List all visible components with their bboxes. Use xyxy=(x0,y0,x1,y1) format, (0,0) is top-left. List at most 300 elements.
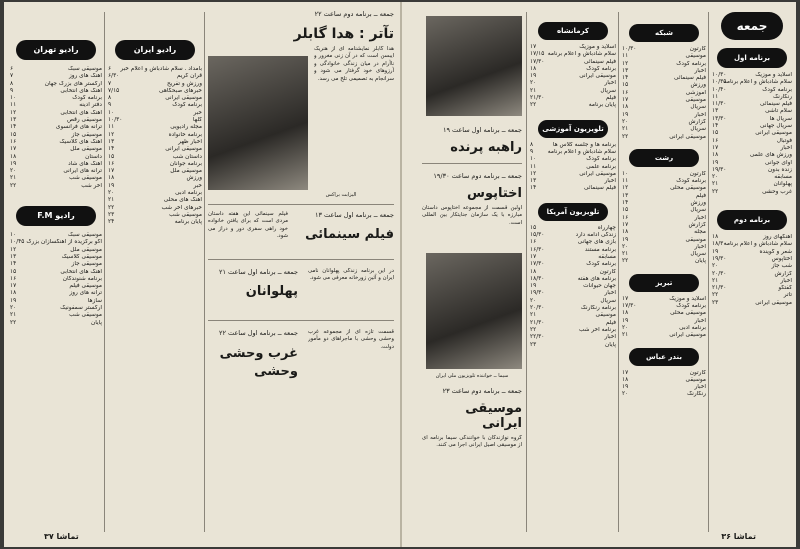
schedule-program: موسیقی محلی xyxy=(670,310,706,317)
schedule-time: ۲۱ xyxy=(10,175,17,182)
schedule-time: ۱۱/۳۰ xyxy=(712,101,727,108)
schedule-time: ۱۸ xyxy=(108,175,115,182)
schedule-program: گزارش xyxy=(774,270,792,277)
nun-photo xyxy=(426,16,522,116)
west-header: جمعه ــ برنامه اول ساعت ۲۲ xyxy=(218,329,298,337)
schedule-program: دفتر آدینه xyxy=(79,102,102,109)
schedule-program: آهنگ های شاد xyxy=(68,160,102,167)
program2-schedule xyxy=(712,234,792,307)
schedule-row xyxy=(108,146,202,153)
theater-title: تآتر : هدا گابلر xyxy=(293,26,394,42)
schedule-program: موسیقی ملل xyxy=(70,246,102,253)
schedule-time: ۱۳ xyxy=(10,117,17,124)
schedule-time: ۱۷/۱۵ xyxy=(530,51,545,58)
schedule-time: ۱۸ xyxy=(530,65,537,72)
schedule-time: ۸ xyxy=(10,80,14,87)
schedule-row xyxy=(622,82,706,89)
schedule-program: چهارراه xyxy=(597,224,616,231)
music-title: موسیقی ایرانی xyxy=(465,401,522,431)
schedule-time: ۱۹/۳۰ xyxy=(530,290,545,297)
schedule-program: سلام شادباش و اعلام برنامه xyxy=(723,79,792,86)
schedule-program: تآتر xyxy=(783,292,792,299)
schedule-row xyxy=(622,68,706,75)
schedule-row xyxy=(10,154,102,161)
pahlavan-header: جمعه ــ برنامه اول ساعت ۲۱ xyxy=(218,268,298,276)
schedule-time: ۲۰/۳۰ xyxy=(712,270,727,277)
schedule-row xyxy=(10,320,102,327)
bandar-schedule xyxy=(622,370,706,399)
column-rule xyxy=(708,12,709,532)
left-page xyxy=(4,2,400,547)
schedule-program: بامداد . سلام شادباش و اعلام خبر xyxy=(120,66,202,72)
schedule-time: ۱۷ xyxy=(622,295,629,302)
radio-fm-schedule xyxy=(10,232,102,327)
schedule-time: ۱۱ xyxy=(622,178,629,185)
schedule-row xyxy=(622,296,706,303)
schedule-program: موسیقی ایرانی xyxy=(669,332,706,339)
schedule-row xyxy=(530,254,616,261)
schedule-row xyxy=(622,171,706,178)
schedule-row xyxy=(622,222,706,229)
schedule-time: ۲۰ xyxy=(622,391,629,398)
schedule-time: ۲۰ xyxy=(712,174,719,181)
music-header: جمعه ــ برنامه دوم ساعت ۲۳ xyxy=(442,387,522,395)
schedule-program: اخبار xyxy=(604,178,616,185)
schedule-program: اسلاید و موزیک xyxy=(669,295,706,302)
schedule-row xyxy=(530,276,616,283)
schedule-row xyxy=(108,212,202,219)
schedule-program: سلام شادباش و اعلام برنامه xyxy=(547,148,616,155)
schedule-row xyxy=(712,241,792,248)
schedule-time: ۱۵ xyxy=(622,207,629,214)
schedule-row xyxy=(712,87,792,94)
schedule-program: ورزش و تفریح xyxy=(166,80,202,87)
schedule-time: ۱۵ xyxy=(712,130,719,137)
radio-tehran-column xyxy=(10,10,102,327)
singer-photo xyxy=(426,253,522,369)
schedule-program: موسیقی ملل xyxy=(170,168,202,175)
schedule-program: سریال xyxy=(690,251,706,258)
schedule-program: شعر و گوینده xyxy=(759,248,792,255)
schedule-time: ۱۸ xyxy=(10,153,17,160)
schedule-time: ۱۰ xyxy=(10,95,17,102)
schedule-program: جهان حیوانات xyxy=(583,283,616,290)
schedule-row xyxy=(622,332,706,339)
schedule-program: فیلم xyxy=(695,192,706,199)
schedule-time: ۲۴ xyxy=(108,219,115,226)
schedule-time: ۱۰ xyxy=(10,232,17,239)
schedule-row xyxy=(108,175,202,182)
schedule-program: اخبار ظهر xyxy=(178,138,202,145)
schedule-time: ۱۵ xyxy=(108,153,115,160)
schedule-time: ۱۳ xyxy=(10,253,17,260)
schedule-time: ۱۹ xyxy=(622,317,629,324)
schedule-time: ۱۷ xyxy=(712,144,719,151)
schedule-row xyxy=(712,278,792,285)
schedule-program: سلام تاشی xyxy=(765,108,792,115)
schedule-row xyxy=(622,112,706,119)
schedule-time: ۱۴ xyxy=(622,200,629,207)
schedule-program: موسیقی سبک xyxy=(67,66,102,72)
schedule-time: ۶ xyxy=(108,66,112,72)
schedule-row xyxy=(712,116,792,123)
schedule-program: پایان برنامه xyxy=(588,102,616,109)
schedule-row xyxy=(10,175,102,182)
schedule-program: خبر xyxy=(193,109,202,116)
schedule-program: موسیقی ایرانی xyxy=(579,170,616,177)
schedule-row xyxy=(622,391,706,398)
schedule-row xyxy=(712,167,792,174)
schedule-time: ۱۸ xyxy=(530,268,537,275)
section-rule xyxy=(208,259,394,260)
network-title: شبکه xyxy=(629,24,699,42)
schedule-row xyxy=(622,97,706,104)
schedule-row xyxy=(530,320,616,327)
schedule-time: ۱۴ xyxy=(622,75,629,82)
schedule-program: برنامه کودک xyxy=(172,102,202,109)
schedule-time: ۱۸ xyxy=(622,229,629,236)
schedule-time: ۱۷ xyxy=(622,97,629,104)
schedule-program: موسیقی ایرانی xyxy=(579,73,616,80)
schedule-row xyxy=(622,178,706,185)
schedule-time: ۱۱ xyxy=(712,93,719,100)
schedule-row xyxy=(10,305,102,312)
regional-column-a xyxy=(530,10,616,349)
schedule-program: خبرهای آخر شب xyxy=(161,204,202,211)
schedule-row xyxy=(108,124,202,131)
schedule-program: برنامه کودک xyxy=(586,261,616,268)
schedule-program: موسیقی xyxy=(595,312,616,319)
schedule-time: ۱۵ xyxy=(622,82,629,89)
schedule-time: ۱۸/۳۰ xyxy=(530,275,545,282)
schedule-time: ۱۶/۳۰ xyxy=(530,246,545,253)
schedule-program: خبر xyxy=(193,182,202,189)
schedule-program: کارتون xyxy=(599,268,616,275)
schedule-program: سریال xyxy=(690,126,706,133)
schedule-row xyxy=(10,269,102,276)
schedule-time: ۱۷/۳۰ xyxy=(530,261,545,268)
schedule-program: آهنگ های انتخابی xyxy=(60,87,102,94)
schedule-time: ۱۷ xyxy=(530,44,537,50)
schedule-program: آموزشی xyxy=(685,89,706,96)
schedule-program: پایان xyxy=(90,319,102,326)
schedule-program: کارتون xyxy=(689,369,706,376)
schedule-time: ۱۸ xyxy=(10,290,17,297)
schedule-row xyxy=(10,110,102,117)
schedule-row xyxy=(712,300,792,307)
schedule-program: سریال xyxy=(600,87,616,94)
pahlavan-text: در این برنامه زندگی پهلوانان نامی ایران و آئین زورخانه معرفی می شود. xyxy=(308,268,394,282)
schedule-row xyxy=(712,174,792,181)
schedule-time: ۱۲ xyxy=(622,185,629,192)
schedule-time: ۲۱ xyxy=(530,87,537,94)
schedule-program: پایان xyxy=(694,258,706,265)
theater-block xyxy=(208,46,394,192)
schedule-program: آهنگ های انتخابی xyxy=(60,268,102,275)
schedule-row xyxy=(622,90,706,97)
schedule-program: بازی های جهانی xyxy=(577,239,616,246)
schedule-time: ۸ xyxy=(530,141,534,148)
schedule-program: مسابقه xyxy=(774,174,792,181)
schedule-row xyxy=(712,130,792,137)
schedule-program: موسیقی شب xyxy=(169,211,202,218)
pahlavan-title: پهلوانان xyxy=(245,284,298,299)
schedule-row xyxy=(108,88,202,95)
schedule-row xyxy=(622,318,706,325)
column-rule xyxy=(204,12,205,532)
schedule-row xyxy=(10,290,102,297)
educational-schedule xyxy=(530,142,616,193)
schedule-time: ۷/۱۵ xyxy=(108,87,120,94)
schedule-program: برنامه های هفته xyxy=(577,275,616,282)
schedule-program: آهنگهای روز xyxy=(763,234,792,241)
schedule-time: ۱۴ xyxy=(10,124,17,131)
schedule-row xyxy=(10,298,102,305)
schedule-row xyxy=(530,239,616,246)
schedule-program: خبرهای صبحگاهی xyxy=(158,87,202,94)
schedule-row xyxy=(712,263,792,270)
schedule-program: فیلم سینمائی xyxy=(583,58,616,65)
schedule-row xyxy=(108,168,202,175)
magazine-spread xyxy=(4,2,796,547)
photo-caption: الیزابت براکس xyxy=(325,192,357,198)
schedule-time: ۱۶ xyxy=(108,160,115,167)
schedule-row xyxy=(10,276,102,283)
schedule-time: ۲۲ xyxy=(712,188,719,195)
schedule-program: سریال xyxy=(690,104,706,111)
schedule-row xyxy=(712,94,792,101)
schedule-program: برنامه علمی xyxy=(586,163,616,170)
schedule-row xyxy=(10,239,102,246)
schedule-time: ۱۶ xyxy=(10,138,17,145)
schedule-time: ۲۱/۳۰ xyxy=(712,285,727,292)
schedule-time: ۲۱ xyxy=(712,181,719,188)
schedule-time: ۷ xyxy=(108,80,112,87)
schedule-time: ۱۹ xyxy=(622,111,629,118)
actress-photo xyxy=(208,56,308,190)
section-rule xyxy=(422,163,522,164)
schedule-program: سلام شادباش و اعلام برنامه xyxy=(723,241,792,248)
schedule-time: ۱۲ xyxy=(10,109,17,116)
schedule-time: ۱۷/۳۰ xyxy=(622,303,637,310)
schedule-row xyxy=(712,234,792,241)
film-header: جمعه ــ برنامه اول ساعت ۱۳ xyxy=(314,211,394,219)
schedule-time: ۱۹ xyxy=(622,384,629,391)
schedule-row xyxy=(622,126,706,133)
schedule-program: موسیقی جاز xyxy=(71,261,102,268)
schedule-program: زندگی ادامه دارد xyxy=(575,232,616,239)
schedule-program: داستان xyxy=(85,153,102,160)
schedule-row xyxy=(530,283,616,290)
schedule-row xyxy=(622,104,706,111)
west-text: قسمت تازه ای از مجموعه غرب وحشی وحشی با ماجراهای دو مأمور دولت. xyxy=(308,329,394,350)
theater-text: هدا گابلر نمایشنامه ای از هنریک ایبسن است که در آن زنی مغرور و ناآرام در میان زندگی خانوادگی و آرزوهای خود گرفتار می شود و سرانجام به تصمیمی تلخ می رسد. xyxy=(314,46,394,82)
schedule-time: ۱۷/۳۰ xyxy=(530,58,545,65)
schedule-row xyxy=(10,283,102,290)
schedule-time: ۲۱ xyxy=(108,197,115,204)
schedule-program: موسیقی xyxy=(685,376,706,383)
schedule-time: ۱۷ xyxy=(622,221,629,228)
schedule-row xyxy=(10,139,102,146)
schedule-program: موسیقی کلاسیک xyxy=(61,253,102,260)
schedule-time: ۱۱ xyxy=(10,102,17,109)
schedule-time: ۱۸ xyxy=(622,310,629,317)
schedule-time: ۲۲ xyxy=(530,102,537,109)
schedule-row xyxy=(622,193,706,200)
schedule-program: اسلاید و موزیک xyxy=(579,44,616,50)
schedule-time: ۱۳ xyxy=(622,192,629,199)
schedule-time: ۲۲ xyxy=(10,182,17,189)
schedule-program: اخبار xyxy=(604,80,616,87)
schedule-row xyxy=(108,205,202,212)
schedule-time: ۱۷ xyxy=(108,168,115,175)
schedule-program: گفتگو xyxy=(778,285,792,292)
schedule-row xyxy=(530,305,616,312)
schedule-time: ۱۳ xyxy=(712,108,719,115)
schedule-time: ۲۰ xyxy=(108,190,115,197)
schedule-time: ۱۲ xyxy=(622,60,629,67)
schedule-time: ۱۰/۴۵ xyxy=(10,239,25,246)
schedule-row xyxy=(530,298,616,305)
educational-title: تلویزیون آموزشی xyxy=(538,120,608,138)
schedule-program: برنامه جوانان xyxy=(169,160,202,167)
schedule-program: پایان xyxy=(604,341,616,348)
schedule-program: اخبار xyxy=(694,317,706,324)
schedule-program: شب جاز xyxy=(771,263,792,270)
radio-iran-column xyxy=(108,10,202,227)
schedule-time: ۲۲/۳۰ xyxy=(530,334,545,341)
schedule-row xyxy=(712,72,792,79)
schedule-program: سریال xyxy=(690,207,706,214)
schedule-time: ۱۹/۳۰ xyxy=(712,255,727,262)
schedule-program: پایان برنامه xyxy=(174,219,202,226)
schedule-time: ۱۲ xyxy=(10,246,17,253)
schedule-program: موسیقی ایرانی xyxy=(165,95,202,102)
schedule-time: ۱۹ xyxy=(622,236,629,243)
schedule-program: موسیقی ایرانی xyxy=(669,133,706,140)
schedule-time: ۲۱ xyxy=(622,332,629,339)
schedule-time: ۱۰/۳۰ xyxy=(622,46,637,52)
schedule-program: موسیقی محلی xyxy=(670,185,706,192)
schedule-program: مجله xyxy=(694,229,706,236)
schedule-row xyxy=(622,370,706,377)
schedule-time: ۹ xyxy=(10,87,14,94)
column-rule xyxy=(104,12,105,532)
schedule-program: سریال ها xyxy=(769,115,792,122)
schedule-time: ۱۷ xyxy=(530,253,537,260)
schedule-time: ۲۱ xyxy=(712,277,719,284)
theater-header: جمعه ــ برنامه دوم ساعت ۲۲ xyxy=(314,10,394,18)
schedule-program: مسابقه xyxy=(598,253,616,260)
schedule-row xyxy=(712,138,792,145)
schedule-row xyxy=(530,164,616,171)
schedule-program: موسیقی xyxy=(685,97,706,104)
schedule-program: فیلم xyxy=(605,319,616,326)
schedule-time: ۲۰ xyxy=(10,305,17,312)
schedule-row xyxy=(108,66,202,73)
schedule-program: اسلاید و موزیک xyxy=(755,72,792,78)
schedule-time: ۲۰ xyxy=(622,243,629,250)
schedule-row xyxy=(108,95,202,102)
schedule-program: فیلم سینمائی xyxy=(673,75,706,82)
schedule-time: ۱۱ xyxy=(108,124,115,131)
schedule-time: ۱۰ xyxy=(622,170,629,177)
schedule-row xyxy=(108,117,202,124)
schedule-time: ۱۴ xyxy=(712,123,719,130)
schedule-time: ۲۲ xyxy=(108,204,115,211)
schedule-row xyxy=(108,102,202,109)
schedule-program: برنامه کودک xyxy=(586,156,616,163)
schedule-time: ۱۰/۳۰ xyxy=(712,72,727,78)
schedule-program: برنامه شنوندگان xyxy=(62,275,102,282)
schedule-row xyxy=(108,132,202,139)
schedule-program: موسیقی رقص xyxy=(67,117,102,124)
schedule-row xyxy=(10,168,102,175)
schedule-program: ترانه های فرانسوی xyxy=(55,124,102,131)
schedule-row xyxy=(712,108,792,115)
column-rule xyxy=(618,12,619,532)
schedule-row xyxy=(10,117,102,124)
schedule-row xyxy=(712,189,792,196)
program1-schedule xyxy=(712,72,792,196)
schedule-row xyxy=(622,215,706,222)
schedule-time: ۱۰/۴۰ xyxy=(712,86,727,93)
network-schedule xyxy=(622,46,706,141)
schedule-time: ۹ xyxy=(530,148,534,155)
schedule-time: ۱۴ xyxy=(108,146,115,153)
schedule-time: ۱۴ xyxy=(530,185,537,192)
schedule-program: کارتون xyxy=(689,170,706,177)
schedule-time: ۱۳ xyxy=(622,67,629,74)
section-rule xyxy=(208,320,394,321)
schedule-program: گزارش xyxy=(688,221,706,228)
column-rule xyxy=(526,12,527,532)
schedule-time: ۲۱ xyxy=(10,312,17,319)
schedule-program: اخبار xyxy=(780,277,792,284)
schedule-time: ۱۵ xyxy=(530,224,537,231)
schedule-program: برنامه کودک xyxy=(676,178,706,185)
schedule-time: ۱۵ xyxy=(10,268,17,275)
schedule-program: سریال جهانی xyxy=(760,123,792,130)
schedule-row xyxy=(108,110,202,117)
schedule-row xyxy=(530,232,616,239)
america-title: تلویزیون آمریکا xyxy=(538,203,608,221)
schedule-row xyxy=(530,261,616,268)
radio-tehran-title: رادیو تهران xyxy=(16,40,96,60)
schedule-time: ۱۰/۳۰ xyxy=(108,117,123,124)
schedule-program: رنگارنگ xyxy=(773,93,792,100)
schedule-program: رنگارنگ xyxy=(687,391,706,398)
schedule-time: ۱۳ xyxy=(530,178,537,185)
bandar-title: بندر عباس xyxy=(629,348,699,366)
schedule-row xyxy=(712,271,792,278)
schedule-row xyxy=(10,102,102,109)
schedule-time: ۱۶ xyxy=(622,89,629,96)
rasht-title: رشت xyxy=(629,149,699,167)
schedule-row xyxy=(530,88,616,95)
schedule-row xyxy=(10,183,102,190)
singer-caption: سیما ــ خواننده تلویزیون ملی ایران xyxy=(435,373,509,379)
schedule-program: برنامه ها و جلسه کلاس ها xyxy=(552,141,616,148)
schedule-program: اخبار xyxy=(694,384,706,391)
music-text: گروه نوازندگان با خوانندگی سیما برنامه ای از موسیقی اصیل ایرانی اجرا می کنند. xyxy=(422,435,522,449)
schedule-time: ۲۱ xyxy=(530,312,537,319)
octopus-title: اختاپوس xyxy=(467,186,522,201)
schedule-program: فیلم سینمائی xyxy=(759,101,792,108)
schedule-time: ۲۳ xyxy=(108,211,115,218)
schedule-time: ۱۶ xyxy=(622,214,629,221)
schedule-row xyxy=(530,185,616,192)
